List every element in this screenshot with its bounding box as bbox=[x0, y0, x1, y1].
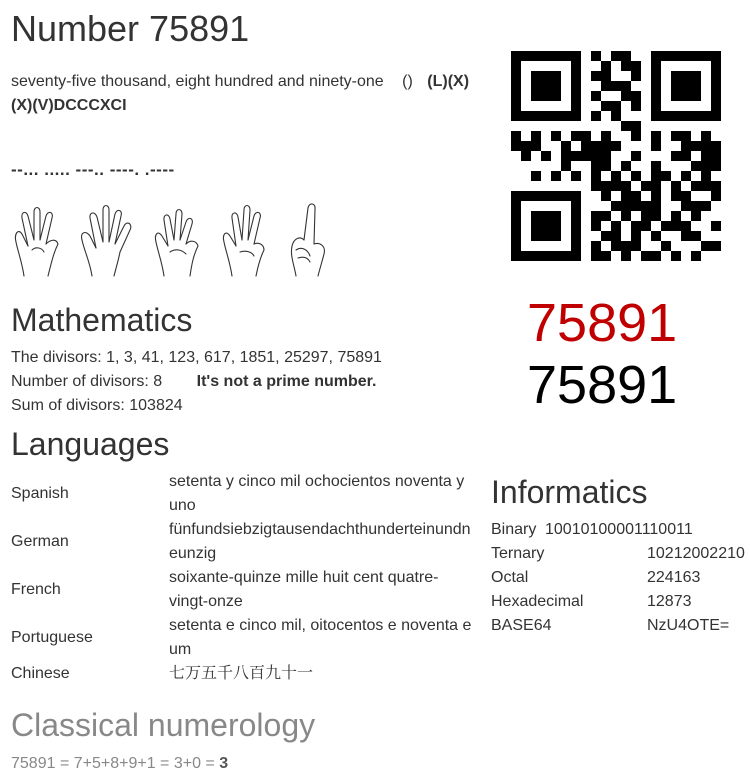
info-value: NzU4OTE= bbox=[647, 617, 730, 634]
info-value: 10010100001110011 bbox=[545, 521, 693, 538]
roman-numeral: (L)(X)(X)(V)DCCCXCI bbox=[11, 73, 470, 114]
divisor-count-line bbox=[11, 370, 376, 394]
info-value: 12873 bbox=[647, 593, 692, 610]
language-row-french bbox=[11, 566, 476, 614]
page-title: Number 75891 bbox=[11, 8, 250, 49]
sign-language-hands bbox=[10, 200, 330, 278]
hand-sign-icon bbox=[286, 200, 330, 278]
language-value: setenta e cinco mil, oitocentos e noventa e um bbox=[169, 617, 472, 658]
info-name: Hexadecimal bbox=[491, 593, 584, 610]
informatics-heading: Informatics bbox=[491, 474, 648, 510]
info-row-ternary bbox=[491, 542, 745, 566]
language-name: German bbox=[11, 533, 69, 550]
prime-status: It's not a prime number. bbox=[196, 373, 377, 390]
english-words: seventy-five thousand, eight hundred and ninety-one bbox=[11, 73, 384, 90]
language-row-german bbox=[11, 518, 476, 566]
numerology-result: 3 bbox=[219, 755, 229, 772]
language-name: Spanish bbox=[11, 485, 69, 502]
morse-code: --... ..... ---.. ----. .---- bbox=[11, 160, 175, 179]
numerology-formula: 75891 = 7+5+8+9+1 = 3+0 = bbox=[11, 755, 220, 772]
language-value: setenta y cinco mil ochocientos noventa y uno bbox=[169, 473, 465, 514]
info-row-hexadecimal bbox=[491, 590, 692, 614]
number-display-black: 75891 bbox=[527, 355, 678, 415]
languages-heading: Languages bbox=[11, 426, 170, 462]
info-name: Binary bbox=[491, 521, 537, 538]
info-name: Octal bbox=[491, 569, 529, 586]
language-name: Chinese bbox=[11, 665, 70, 682]
language-name: French bbox=[11, 581, 61, 598]
qr-code-icon bbox=[511, 51, 721, 261]
hand-sign-icon bbox=[150, 200, 204, 278]
info-row-binary bbox=[491, 518, 693, 542]
info-name: Ternary bbox=[491, 545, 545, 562]
divisor-count: Number of divisors: 8 bbox=[11, 373, 163, 390]
number-display-red: 75891 bbox=[527, 293, 678, 353]
hand-sign-icon bbox=[10, 200, 64, 278]
info-row-octal bbox=[491, 566, 701, 590]
info-row-base64 bbox=[491, 614, 730, 638]
hand-sign-icon bbox=[218, 200, 272, 278]
roman-label: () bbox=[402, 73, 413, 90]
number-in-words bbox=[11, 70, 476, 118]
mathematics-heading: Mathematics bbox=[11, 302, 193, 338]
language-name: Portuguese bbox=[11, 629, 93, 646]
divisor-sum: Sum of divisors: 103824 bbox=[11, 397, 183, 414]
language-value: 七万五千八百九十一 bbox=[169, 665, 314, 682]
info-value: 10212002210 bbox=[647, 545, 745, 562]
hand-sign-icon bbox=[78, 200, 136, 278]
numerology-heading: Classical numerology bbox=[11, 707, 316, 743]
info-value: 224163 bbox=[647, 569, 701, 586]
language-row-chinese bbox=[11, 662, 476, 686]
numerology-expression bbox=[11, 752, 228, 776]
info-name: BASE64 bbox=[491, 617, 552, 634]
divisors-text: The divisors: 1, 3, 41, 123, 617, 1851, 25297, 75891 bbox=[11, 349, 382, 366]
language-row-portuguese bbox=[11, 614, 476, 662]
language-row-spanish bbox=[11, 470, 476, 518]
language-value: fünfundsiebzigtausendachthunderteinundneunzig bbox=[169, 521, 471, 562]
language-value: soixante-quinze mille huit cent quatre-vingt-onze bbox=[169, 569, 439, 610]
